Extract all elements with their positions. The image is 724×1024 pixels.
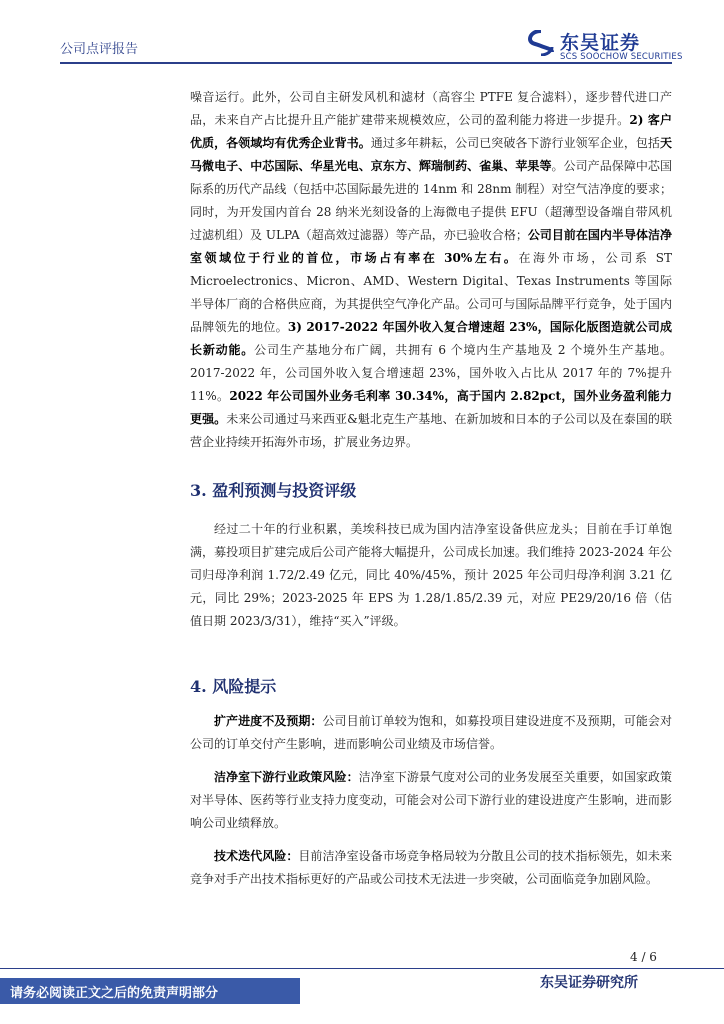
bold-run: 天马微电子、中芯国际、华星光电、京东方、辉瑞制药、雀巢、苹果等 — [190, 136, 672, 173]
text-run: 在海外市场，公司系 ST Microelectronics、Micron、AMD、Western Digital、Texas Instruments 等国际半导体厂商的合格供应商，为其提供空气净化产品。公司可与国际品牌平行竞争，处于国内品牌领先的地位。 — [190, 251, 672, 334]
page-number: 4 / 6 — [630, 950, 657, 964]
report-type-label: 公司点评报告 — [60, 42, 139, 57]
risk-item — [190, 845, 672, 891]
footer-organization: 东吴证券研究所 — [540, 975, 638, 991]
logo-english-text: SOOCHOW SECURITIES — [580, 52, 683, 62]
risk-label: 技术迭代风险： — [214, 849, 299, 863]
text-run: 公司生产基地分布广阔，共拥有 6 个境内生产基地及 2 个境外生产基地。2017-2022 年，公司国外收入复合增速超 23%，国外收入占比从 2017 年的 7%提升 11%。 — [190, 343, 672, 403]
logo-english-name — [560, 52, 683, 62]
disclaimer-text: 请务必阅读正文之后的免责声明部分 — [10, 986, 219, 1001]
risk-label: 扩产进度不及预期： — [214, 714, 323, 728]
risk-label: 洁净室下游行业政策风险： — [214, 770, 359, 784]
logo-mark-icon — [528, 30, 554, 56]
disclaimer-banner — [0, 978, 300, 1004]
bold-run: 3) 2017-2022 年国外收入复合增速超 23%，国际化版图造就公司成长新动能。 — [190, 320, 672, 357]
company-logo — [528, 28, 683, 62]
risk-item — [190, 710, 672, 756]
section-4-heading: 4. 风险提示 — [190, 677, 277, 696]
risk-text: 洁净室下游景气度对公司的业务发展至关重要，如国家政策对半导体、医药等行业支持力度变动，可能会对公司下游行业的建设进度产生影响，进而影响公司业绩释放。 — [190, 770, 672, 830]
text-run: 噪音运行。此外，公司自主研发风机和滤材（高容尘 PTFE 复合滤料），逐步替代进口产品，未来自产占比提升且产能扩建带来规模效应，公司的盈利能力将进一步提升。 — [190, 90, 672, 127]
logo-mark-text: SCS — [560, 52, 578, 62]
continued-paragraph — [190, 86, 672, 454]
bold-run: 2) 客户优质，各领域均有优秀企业背书。 — [190, 113, 672, 150]
header-divider — [60, 62, 672, 64]
logo-chinese-name: 东吴证券 — [560, 32, 641, 54]
risk-list — [190, 710, 672, 901]
text-run: 。公司产品保障中芯国际系的历代产品线（包括中芯国际最先进的 14nm 和 28nm 制程）对空气洁净度的要求；同时，为开发国内首台 28 纳米光刻设备的上海微电子提供 EFU（超薄型设备端自带风机过滤机组）及 ULPA（超高效过滤器）等产品，亦已验收合格； — [190, 159, 672, 242]
risk-text: 目前洁净室设备市场竞争格局较为分散且公司的技术指标领先，如未来竞争对手产出技术指标更好的产品或公司技术无法进一步突破，公司面临竞争加剧风险。 — [190, 849, 672, 886]
valuation-paragraph: 经过二十年的行业积累，美埃科技已成为国内洁净室设备供应龙头；目前在手订单饱满，募投项目扩建完成后公司产能将大幅提升，公司成长加速。我们维持 2023-2024 年公司归母净利润 1.72/2.49 亿元，同比 40%/45%，预计 2025 年公司归母净利润 3.21 亿元，同比 29%；2023-2025 年 EPS 为 1.28/1.85/2.39 元，对应 PE29/20/16 倍（估值日期 2023/3/31），维持“买入”评级。 — [190, 522, 672, 628]
paragraph-1 — [190, 86, 672, 454]
text-run: 未来公司通过马来西亚&魁北克生产基地、在新加坡和日本的子公司以及在泰国的联营企业持续开拓海外市场，扩展业务边界。 — [190, 412, 672, 449]
section-3-heading: 3. 盈利预测与投资评级 — [190, 481, 357, 500]
footer-divider — [0, 968, 724, 969]
text-run: 通过多年耕耘，公司已突破各下游行业领军企业，包括 — [370, 136, 660, 150]
bold-run: 公司目前在国内半导体洁净室领域位于行业的首位，市场占有率在 30%左右。 — [190, 228, 672, 265]
bold-run: 2022 年公司国外业务毛利率 30.34%，高于国内 2.82pct，国外业务盈利能力更强。 — [190, 389, 672, 426]
risk-item — [190, 766, 672, 835]
section-3-body — [190, 518, 672, 633]
risk-text: 公司目前订单较为饱和，如募投项目建设进度不及预期，可能会对公司的订单交付产生影响，进而影响公司业绩及市场信誉。 — [190, 714, 672, 751]
